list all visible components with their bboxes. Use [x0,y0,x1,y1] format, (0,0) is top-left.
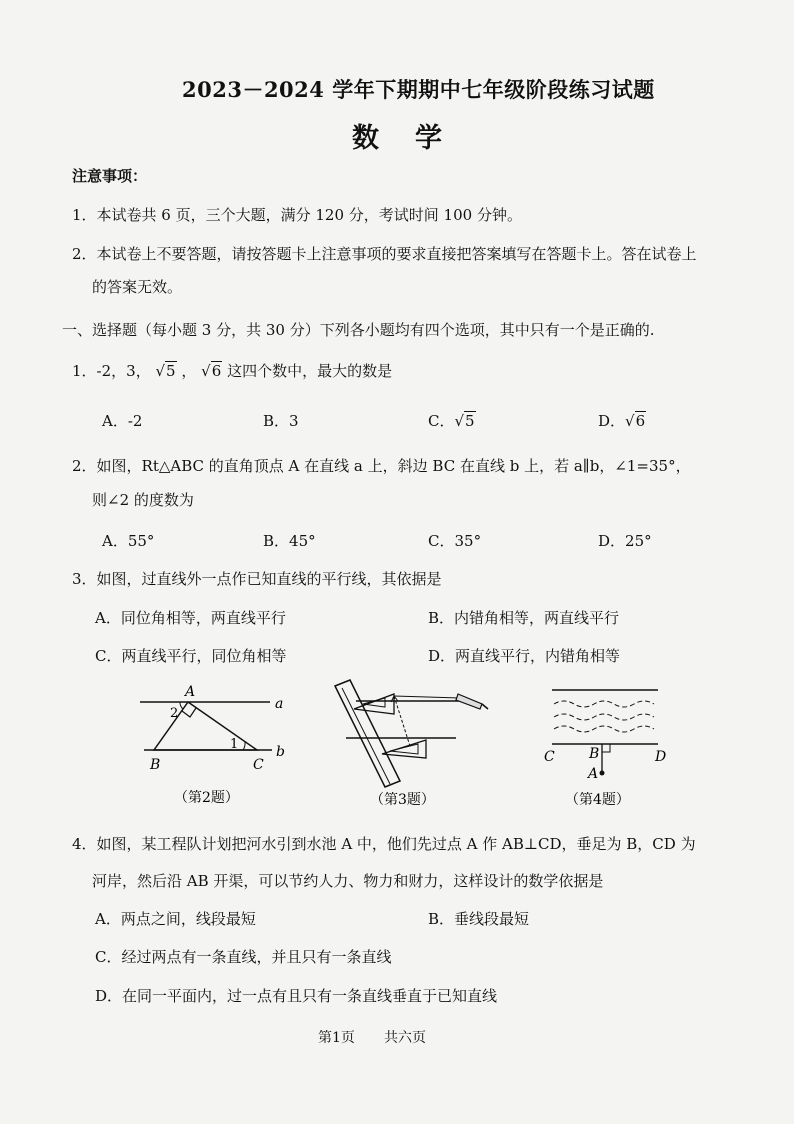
exam-title: 2023－2024 学年下期期中七年级阶段练习试题 [182,77,655,102]
q2-option-d: D．25° [598,532,652,550]
figure-3-caption: （第3题） [370,792,435,808]
fig2-label-B: B [150,757,161,773]
q3-option-b: B．内错角相等，两直线平行 [428,609,620,627]
figure-4-caption: （第4题） [565,792,630,808]
q1-suffix: 这四个数中，最大的数是 [227,362,393,380]
fig2-angle-1: 1 [230,737,239,752]
footer-page-number: 第1页 [318,1030,355,1046]
question-3-stem: 3．如图，过直线外一点作已知直线的平行线，其依据是 [72,570,442,588]
q1-sqrt-5: √5 [155,362,176,380]
q1-option-d: D．√6 [598,412,646,430]
fig2-angle-2: 2 [170,706,179,721]
notice-item-1: 1．本试卷共 6 页，三个大题，满分 120 分，考试时间 100 分钟。 [72,206,522,224]
figure-3-ruler-set-square-diagram [330,676,500,816]
question-4-stem-line-1: 4．如图，某工程队计划把河水引到水池 A 中，他们先过点 A 作 AB⊥CD，垂足为 B，CD 为 [72,835,696,853]
q3-option-c: C．两直线平行，同位角相等 [95,647,287,665]
footer-total-pages: 共六页 [384,1030,426,1046]
q1-sep: ， [181,362,197,380]
subject-title: 数学 [352,123,478,154]
figure-4-river-diagram [540,682,690,817]
fig2-line-b: b [276,744,285,760]
q4-option-b: B．垂线段最短 [428,910,530,928]
notice-item-2-line-1: 2．本试卷上不要答题，请按答题卡上注意事项的要求直接把答案填写在答题卡上。答在试卷上 [72,245,697,263]
q2-option-b: B．45° [263,532,316,550]
fig4-label-B: B [589,746,600,762]
fig4-label-C: C [544,749,555,765]
q1-sqrt-6: √6 [201,362,222,380]
fig4-label-D: D [655,749,667,765]
figure-2-caption: （第2题） [174,790,239,806]
fig2-label-A: A [185,684,196,700]
q1-option-a: A．-2 [102,412,143,430]
fig4-label-A: A [588,766,599,782]
q4-option-a: A．两点之间，线段最短 [95,910,256,928]
question-4-stem-line-2: 河岸，然后沿 AB 开渠，可以节约人力、物力和财力，这样设计的数学依据是 [92,872,604,890]
figure-2-triangle-diagram [130,682,300,812]
notice-heading: 注意事项： [72,167,148,185]
q4-option-d: D．在同一平面内，过一点有且只有一条直线垂直于已知直线 [95,987,498,1005]
q1-option-b: B．3 [263,412,299,430]
question-2-stem-line-2: 则∠2 的度数为 [92,491,194,509]
fig2-line-a: a [275,696,284,712]
notice-item-2-line-2: 的答案无效。 [92,278,183,296]
question-2-stem-line-1: 2．如图，Rt△ABC 的直角顶点 A 在直线 a 上，斜边 BC 在直线 b 上，若 a∥b，∠1=35°， [72,457,691,475]
question-1-stem [72,360,392,381]
section-1-heading: 一、选择题（每小题 3 分，共 30 分）下列各小题均有四个选项，其中只有一个是正确的. [62,321,655,339]
fig2-label-C: C [253,757,264,773]
q2-option-a: A．55° [102,532,155,550]
q3-option-a: A．同位角相等，两直线平行 [95,609,286,627]
q1-option-c: C．√5 [428,412,475,430]
q3-option-d: D．两直线平行，内错角相等 [428,647,621,665]
q1-prefix: 1．-2，3， [72,362,151,380]
q4-option-c: C．经过两点有一条直线，并且只有一条直线 [95,948,392,966]
q2-option-c: C．35° [428,532,482,550]
